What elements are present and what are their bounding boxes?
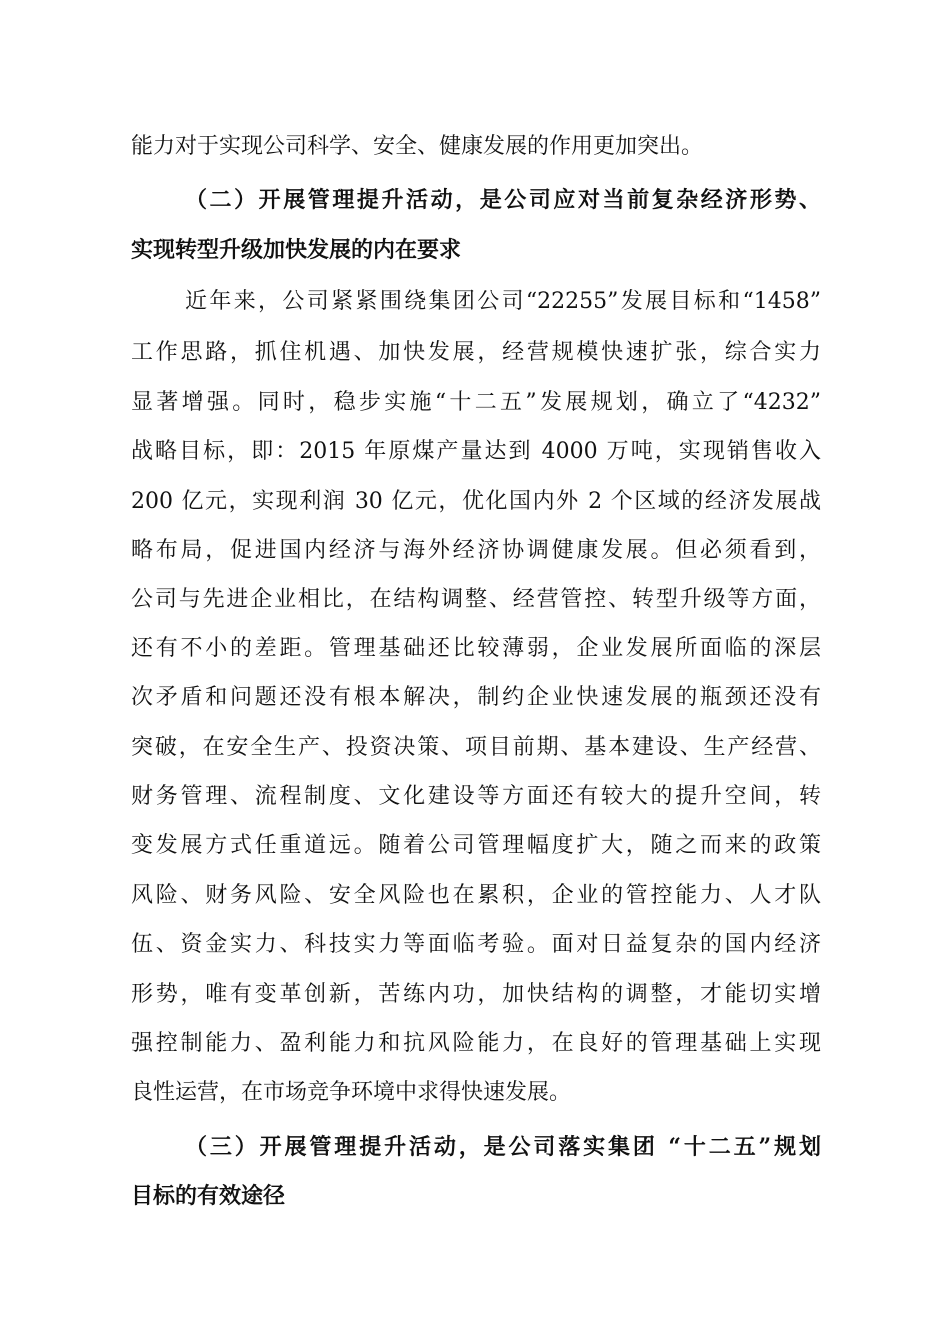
section-heading-line: 目标的有效途径 [131,1183,286,1209]
body-line: 还有不小的差距。管理基础还比较薄弱，企业发展所面临的深层 [131,636,821,661]
section-heading-line: （二）开展管理提升活动，是公司应对当前复杂经济形势、 [185,187,821,213]
body-line: 战略目标，即：2015 年原煤产量达到 4000 万吨，实现销售收入 [131,439,821,464]
body-line: 能力对于实现公司科学、安全、健康发展的作用更加突出。 [131,134,704,159]
body-line: 突破，在安全生产、投资决策、项目前期、基本建设、生产经营、 [131,735,821,760]
body-line: 工作思路，抓住机遇、加快发展，经营规模快速扩张，综合实力 [131,340,821,365]
body-line: 200 亿元，实现利润 30 亿元，优化国内外 2 个区域的经济发展战 [131,489,821,514]
section-heading-line: （三）开展管理提升活动，是公司落实集团 “十二五”规划 [185,1134,821,1160]
body-line: 形势，唯有变革创新，苦练内功，加快结构的调整，才能切实增 [131,982,821,1007]
section-heading-line: 实现转型升级加快发展的内在要求 [131,237,462,263]
body-line: 强控制能力、盈利能力和抗风险能力，在良好的管理基础上实现 [131,1031,821,1056]
body-line: 公司与先进企业相比，在结构调整、经营管控、转型升级等方面， [131,587,821,612]
body-line: 良性运营，在市场竞争环境中求得快速发展。 [131,1080,572,1105]
body-line: 财务管理、流程制度、文化建设等方面还有较大的提升空间，转 [131,784,821,809]
body-line: 伍、资金实力、科技实力等面临考验。面对日益复杂的国内经济 [131,932,821,957]
body-line: 次矛盾和问题还没有根本解决，制约企业快速发展的瓶颈还没有 [131,685,821,710]
body-line: 变发展方式任重道远。随着公司管理幅度扩大，随之而来的政策 [131,833,821,858]
body-line: 显著增强。同时，稳步实施“十二五”发展规划，确立了“4232” [131,390,821,415]
body-line: 近年来，公司紧紧围绕集团公司“22255”发展目标和“1458” [185,289,821,314]
body-line: 风险、财务风险、安全风险也在累积，企业的管控能力、人才队 [131,883,821,908]
body-line: 略布局，促进国内经济与海外经济协调健康发展。但必须看到， [131,538,821,563]
